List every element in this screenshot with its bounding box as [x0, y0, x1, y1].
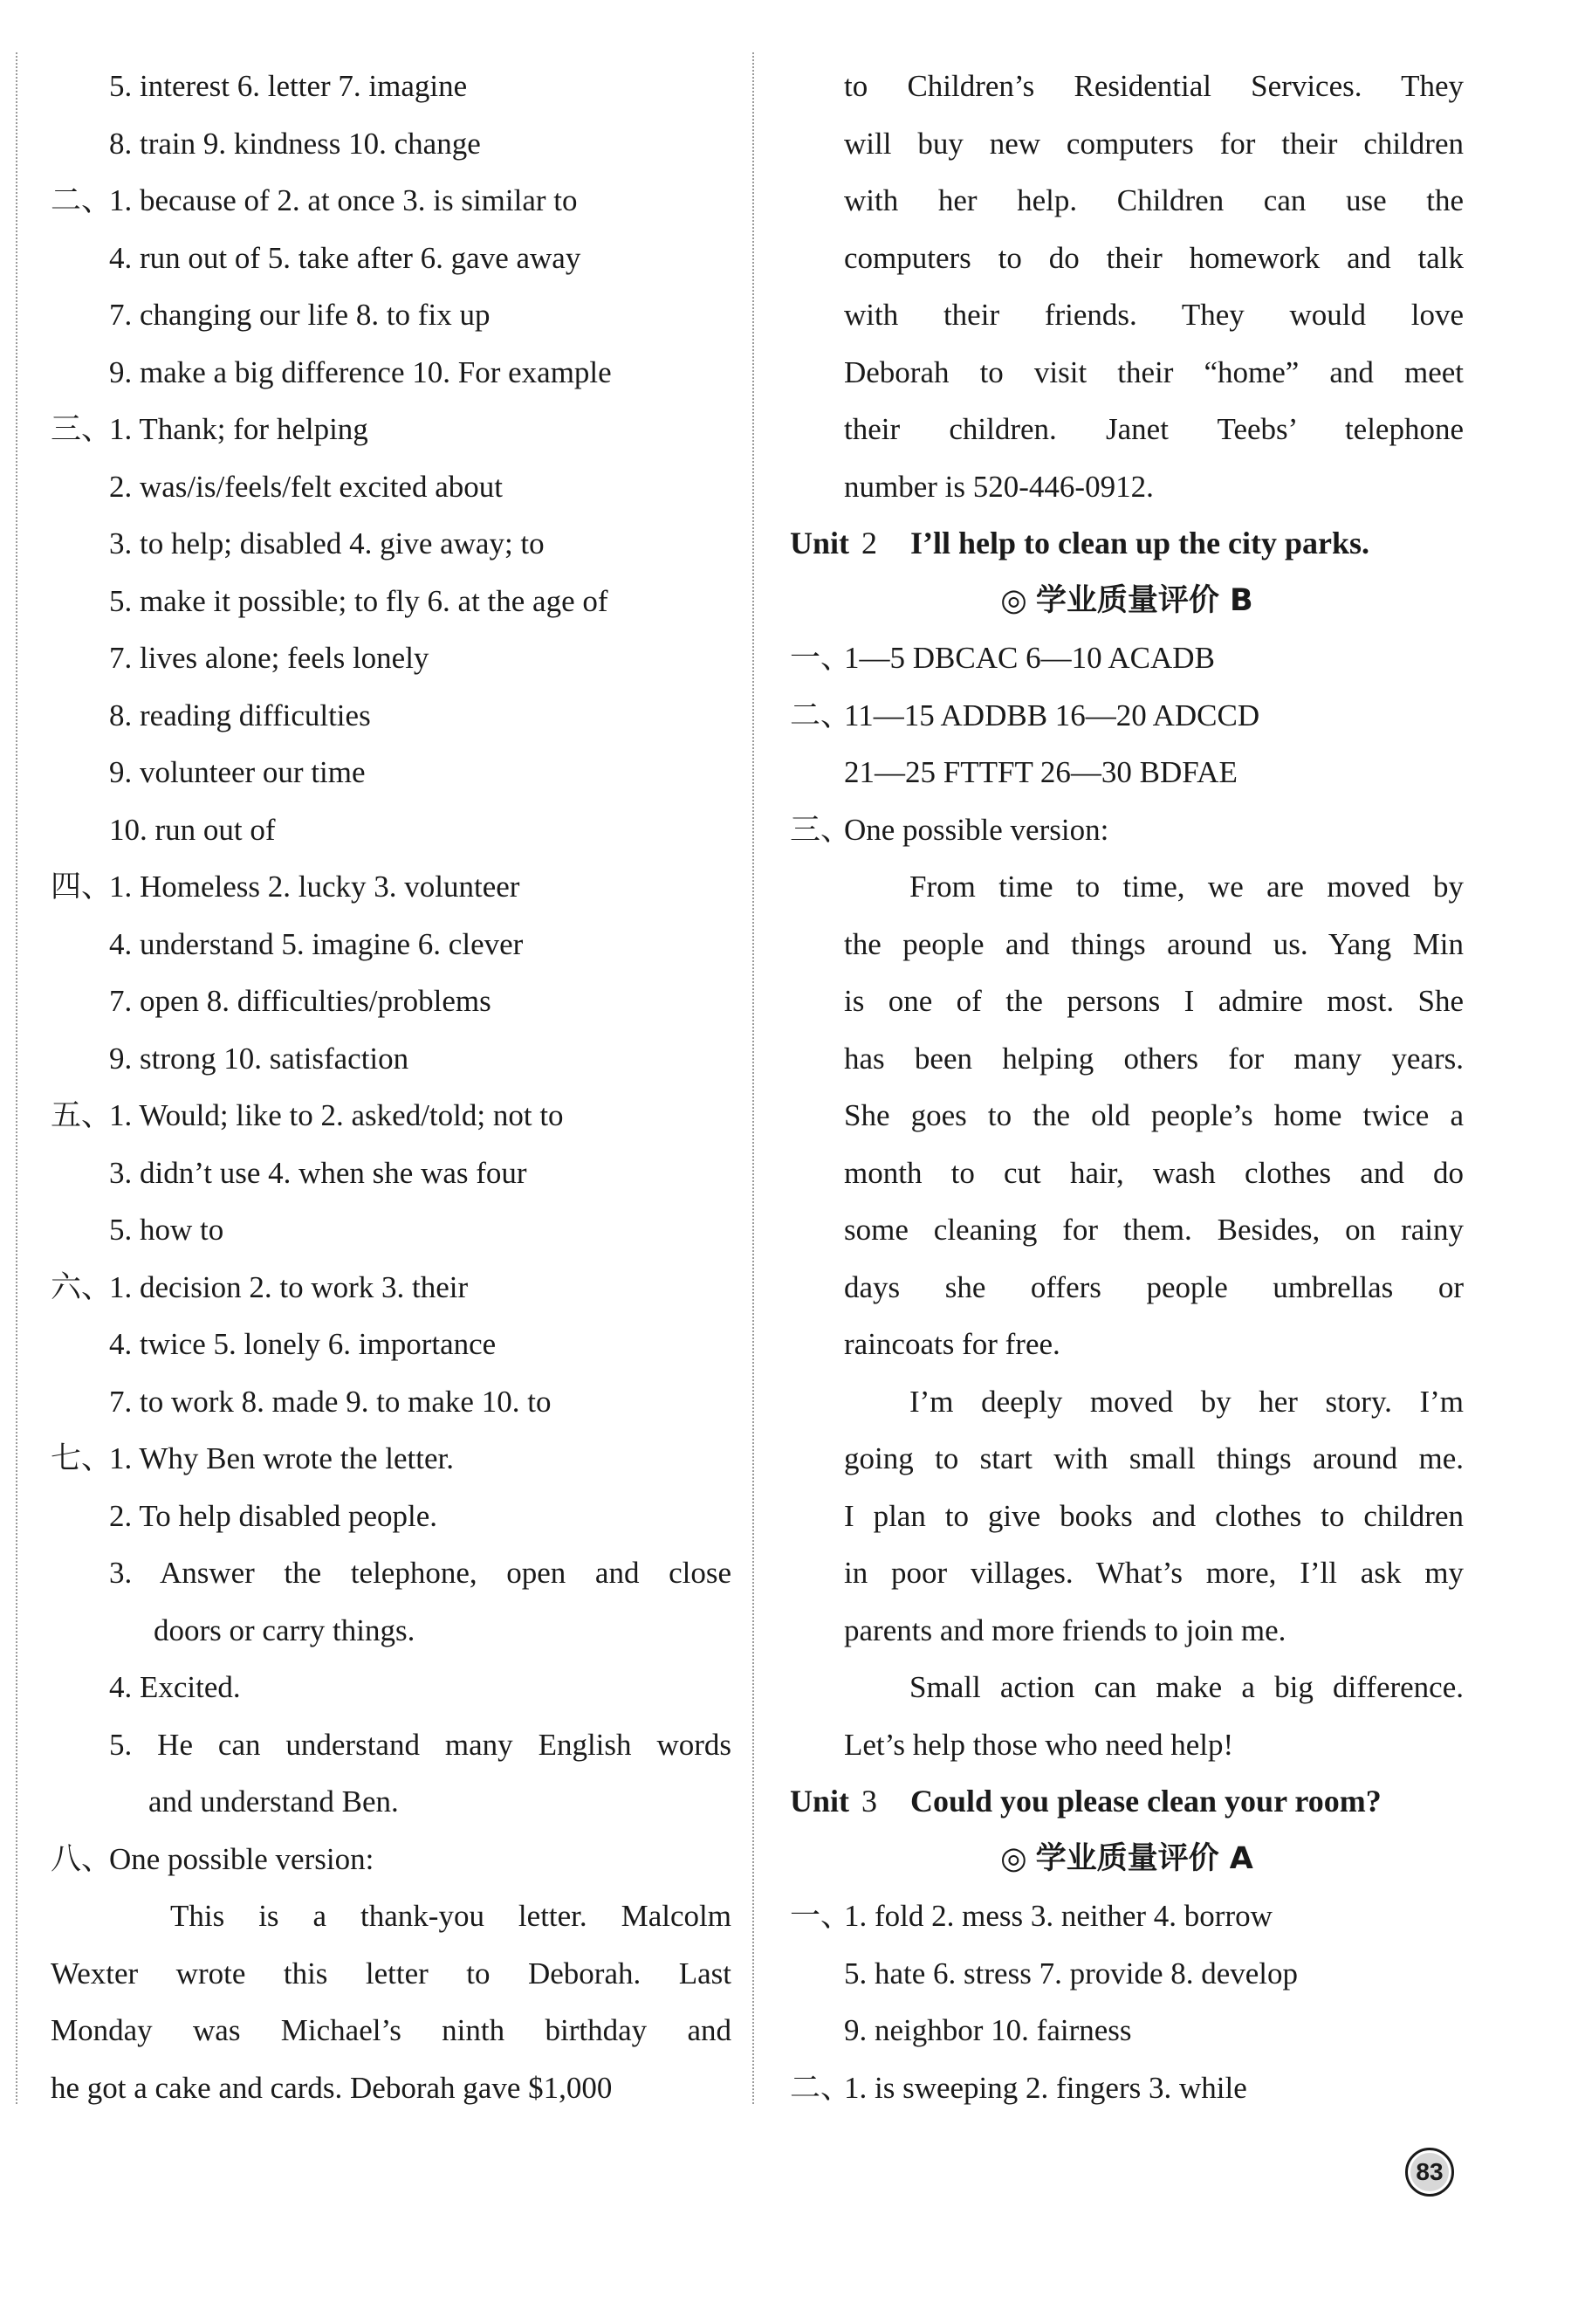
answer-text: 4. twice 5. lonely 6. importance: [109, 1327, 497, 1361]
section-marker: 四、: [51, 870, 113, 904]
answer-line: [51, 1316, 731, 1373]
answer-line: [51, 1373, 731, 1431]
letter-summary-paragraph: [51, 1887, 731, 2116]
answer-line: [790, 801, 1464, 859]
paragraph-line: days she offers people umbrellas or: [844, 1269, 1464, 1304]
section-label: One possible version:: [109, 1841, 374, 1876]
paragraph-line: Deborah to visit their “home” and meet: [844, 354, 1464, 389]
section-marker: 八、: [51, 1841, 113, 1876]
essay-paragraph-1: [790, 858, 1464, 1373]
paragraph-line: going to start with small things around me.: [844, 1441, 1464, 1475]
answer-line: 4. Excited.: [109, 1670, 241, 1704]
answer-line: [790, 1887, 1464, 1945]
answer-line: [51, 286, 731, 344]
answer-text: 1. fold 2. mess 3. neither 4. borrow: [844, 1899, 1273, 1933]
unit-3-title: [790, 1773, 1464, 1831]
paragraph-line: to Children’s Residential Services. They: [844, 69, 1464, 103]
unit-number: 3: [861, 1784, 878, 1819]
left-answer-lines: [51, 58, 731, 1544]
answer-text: 3. didn’t use 4. when she was four: [109, 1155, 527, 1190]
answer-line: [51, 230, 731, 287]
answer-text: 7. open 8. difficulties/problems: [109, 984, 491, 1018]
paragraph-line: with her help. Children can use the: [844, 183, 1464, 217]
paragraph-line: he got a cake and cards. Deborah gave $1,000: [51, 2070, 613, 2105]
paragraph-line: some cleaning for them. Besides, on rainy: [844, 1213, 1464, 1247]
answer-text: 8. train 9. kindness 10. change: [109, 126, 481, 161]
answer-line: 3. Answer the telephone, open and close: [109, 1556, 731, 1590]
section-marker: 六、: [51, 1269, 113, 1304]
section-marker: 一、: [790, 1899, 852, 1933]
answer-line: [51, 801, 731, 859]
left-column: [51, 58, 731, 2116]
evaluation-label: 学业质量评价 B: [1035, 582, 1253, 618]
section-marker: 三、: [790, 812, 852, 847]
answer-text: 5. interest 6. letter 7. imagine: [109, 69, 468, 103]
answer-text: 4. run out of 5. take after 6. gave away: [109, 240, 581, 275]
paragraph-line: I plan to give books and clothes to children: [844, 1498, 1464, 1533]
answer-line: [51, 58, 731, 115]
unit-number: 2: [861, 526, 878, 560]
page-number-badge: 83: [1405, 2148, 1454, 2197]
essay-paragraph-2: [790, 1373, 1464, 1660]
section-marker: 五、: [51, 1098, 113, 1132]
answer-line: [51, 1430, 731, 1488]
answer-line: [51, 401, 731, 458]
essay-paragraph-3: [790, 1659, 1464, 1773]
paragraph-line: Wexter wrote this letter to Deborah. Last: [51, 1956, 731, 1991]
answer-line: [51, 573, 731, 630]
answer-line: [51, 744, 731, 801]
paragraph-line: I’m deeply moved by her story. I’m: [909, 1384, 1464, 1419]
answer-text: 5. hate 6. stress 7. provide 8. develop: [844, 1956, 1299, 1991]
answer-line: [51, 687, 731, 745]
answer-line: [790, 1945, 1464, 2003]
answer-line: [51, 458, 731, 516]
column-divider-dotted-line: [752, 52, 754, 2104]
paragraph-line: the people and things around us. Yang Min: [844, 926, 1464, 961]
paragraph-line: parents and more friends to join me.: [844, 1612, 1286, 1647]
unit-word: Unit: [790, 526, 850, 560]
answer-text: 10. run out of: [109, 812, 276, 847]
paragraph-line: computers to do their homework and talk: [844, 240, 1464, 275]
paragraph-line: Let’s help those who need help!: [844, 1727, 1234, 1762]
unit-2-title: [790, 515, 1464, 573]
answer-text: 5. how to: [109, 1213, 224, 1247]
right-column: [790, 58, 1464, 2116]
answer-text: 1. Homeless 2. lucky 3. volunteer: [109, 870, 520, 904]
paragraph-line: in poor villages. What’s more, I’ll ask my: [844, 1556, 1464, 1590]
answer-text: 1. is sweeping 2. fingers 3. while: [844, 2070, 1247, 2105]
section-marker: 二、: [790, 2070, 852, 2105]
answer-line: [790, 2002, 1464, 2059]
section-marker: 七、: [51, 1441, 113, 1475]
paragraph-line: Small action can make a big difference.: [909, 1670, 1464, 1704]
section-marker: 二、: [51, 183, 113, 217]
answer-line: and understand Ben.: [148, 1784, 399, 1819]
answer-text: 1. Would; like to 2. asked/told; not to: [109, 1098, 564, 1132]
answer-text: 1—5 DBCAC 6—10 ACADB: [844, 641, 1215, 675]
section-marker: 二、: [790, 698, 852, 732]
answer-line: [51, 1030, 731, 1088]
answer-line: [790, 2059, 1464, 2117]
answer-line: [51, 973, 731, 1030]
paragraph-line: has been helping others for many years.: [844, 1041, 1464, 1076]
unit-title-text: I’ll help to clean up the city parks.: [910, 526, 1370, 560]
paragraph-line: is one of the persons I admire most. She: [844, 984, 1464, 1018]
answer-text: 9. volunteer our time: [109, 755, 366, 789]
section-marker: 一、: [790, 641, 852, 675]
section-marker: 三、: [51, 412, 113, 446]
left-margin-dotted-line: [16, 52, 17, 2104]
answer-text: 1. because of 2. at once 3. is similar to: [109, 183, 578, 217]
unit-2-answer-lines: [790, 629, 1464, 858]
answer-line: [51, 1145, 731, 1202]
answer-line: [790, 687, 1464, 745]
section-8-heading: [51, 1831, 731, 1888]
answer-line: [51, 1201, 731, 1259]
answer-line: [51, 858, 731, 916]
answer-text: 1. Thank; for helping: [109, 412, 368, 446]
double-circle-icon: ◎: [1000, 1840, 1027, 1876]
answer-line: [51, 1488, 731, 1545]
evaluation-a-heading: [790, 1831, 1464, 1888]
paragraph-line: will buy new computers for their children: [844, 126, 1464, 161]
paragraph-line: raincoats for free.: [844, 1327, 1060, 1361]
answer-text: 1. decision 2. to work 3. their: [109, 1269, 469, 1304]
answer-text: 8. reading difficulties: [109, 698, 371, 732]
answer-text: 7. changing our life 8. to fix up: [109, 298, 491, 332]
answer-line: [51, 344, 731, 402]
paragraph-line: number is 520-446-0912.: [844, 469, 1154, 504]
answer-line: [51, 629, 731, 687]
answer-line: [790, 744, 1464, 801]
answer-line: 5. He can understand many English words: [109, 1727, 731, 1762]
paragraph-line: Monday was Michael’s ninth birthday and: [51, 2013, 731, 2047]
answer-text: 3. to help; disabled 4. give away; to: [109, 526, 545, 560]
letter-summary-continued: [790, 58, 1464, 515]
answer-text: 2. To help disabled people.: [109, 1498, 437, 1533]
answer-line: [790, 629, 1464, 687]
answer-line: [51, 1087, 731, 1145]
unit-3-answer-lines: [790, 1887, 1464, 2116]
answer-text: 9. make a big difference 10. For example: [109, 354, 612, 389]
unit-title-text: Could you please clean your room?: [910, 1784, 1382, 1819]
evaluation-label: 学业质量评价 A: [1035, 1840, 1253, 1876]
evaluation-b-heading: [790, 573, 1464, 630]
answer-text: 5. make it possible; to fly 6. at the age of: [109, 583, 608, 618]
answer-text: 4. understand 5. imagine 6. clever: [109, 926, 524, 961]
answer-line: [51, 515, 731, 573]
paragraph-line: She goes to the old people’s home twice a: [844, 1098, 1464, 1132]
paragraph-line: their children. Janet Teebs’ telephone: [844, 412, 1464, 446]
answer-text: 2. was/is/feels/felt excited about: [109, 469, 503, 504]
answer-text: 9. neighbor 10. fairness: [844, 2013, 1132, 2047]
answer-text: One possible version:: [844, 812, 1109, 847]
answer-text: 11—15 ADDBB 16—20 ADCCD: [844, 698, 1260, 732]
answer-line: [51, 172, 731, 230]
answer-text: 9. strong 10. satisfaction: [109, 1041, 409, 1076]
answer-text: 7. to work 8. made 9. to make 10. to: [109, 1384, 552, 1419]
answer-text: 7. lives alone; feels lonely: [109, 641, 429, 675]
answer-text: 21—25 FTTFT 26—30 BDFAE: [844, 755, 1238, 789]
answer-line: [51, 916, 731, 973]
paragraph-line: month to cut hair, wash clothes and do: [844, 1155, 1464, 1190]
answer-text: 1. Why Ben wrote the letter.: [109, 1441, 454, 1475]
paragraph-line: with their friends. They would love: [844, 298, 1464, 332]
paragraph-line: This is a thank-you letter. Malcolm: [170, 1899, 731, 1933]
paragraph-line: From time to time, we are moved by: [909, 870, 1464, 904]
double-circle-icon: ◎: [1000, 582, 1027, 618]
answer-line: doors or carry things.: [154, 1612, 415, 1647]
answer-line: [51, 115, 731, 173]
answer-line: [51, 1259, 731, 1317]
unit-word: Unit: [790, 1784, 850, 1819]
